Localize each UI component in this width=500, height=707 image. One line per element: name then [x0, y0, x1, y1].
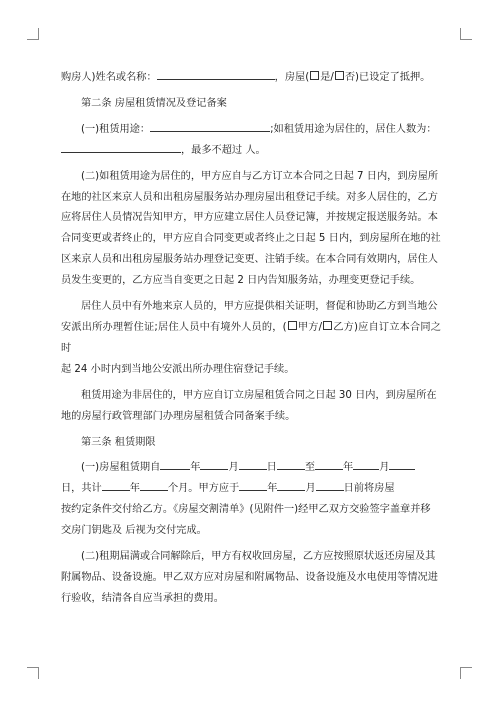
paragraph-registration-2: 在地的社区来京人员和出租房屋服务站办理房屋出租登记手续。对多人居住的，乙方	[61, 191, 438, 203]
document-body	[61, 68, 441, 610]
paragraph-registration-6: 员发生变更的，乙方应当自变更之日起 2 日内告知服务站，办理变更登记手续。	[61, 275, 421, 287]
name-blank	[157, 70, 275, 80]
blank	[140, 481, 168, 491]
paragraph-nonlocal-2: 安派出所办理暂住证;居住人员中有境外人员的，( 甲方/ 乙方)应自订立本合同之时	[61, 321, 441, 354]
occupants-blank	[61, 143, 181, 153]
paragraph-return-3: 行验收，结清各自应当承担的费用。	[61, 592, 224, 604]
paragraph-purpose-cont: ，最多不超过 人。	[61, 141, 441, 162]
article-3-title: 第三条 租赁期限	[81, 436, 156, 448]
paragraph-registration-3: 应将居住人员情况告知甲方，甲方应建立居住人员登记簿，并按规定报送服务站。本	[61, 212, 438, 224]
crop-mark-bottom-right	[460, 667, 472, 679]
checkbox-icon	[288, 321, 297, 330]
checkbox-icon	[310, 71, 319, 80]
blank	[277, 481, 305, 491]
paragraph-term-2: 日，共计 年 个月。甲方应于 年 月 日前将房屋	[61, 483, 395, 495]
paragraph-registration-5: 区来京人员和出租房屋服务站办理登记变更、注销手续。在本合同有效期内，居住人	[61, 254, 438, 266]
blank	[315, 460, 343, 470]
crop-mark-top-left	[27, 28, 39, 40]
paragraph-registration-1: (二)如租赁用途为居住的，甲方应自与乙方订立本合同之日起 7 日内，到房屋所	[81, 170, 439, 182]
crop-mark-top-right	[460, 28, 472, 40]
blank	[102, 481, 130, 491]
paragraph-term-4: 交房门钥匙及 后视为交付完成。	[61, 525, 207, 537]
purpose-blank	[150, 122, 270, 132]
blank	[200, 460, 228, 470]
crop-mark-bottom-left	[27, 667, 39, 679]
checkbox-icon	[323, 321, 332, 330]
paragraph-registration-4: 合同变更或者终止的，甲方应自合同变更或者终止之日起 5 日内，到房屋所在地的社	[61, 233, 441, 245]
blank	[277, 460, 305, 470]
blank	[239, 460, 267, 470]
blank	[316, 481, 344, 491]
article-2-title: 第二条 房屋租赁情况及登记备案	[81, 97, 227, 109]
blank	[353, 460, 379, 470]
paragraph-term-3: 按约定条件交付给乙方。《房屋交割清单》(见附件一)经甲乙双方交验签字盖章并移	[61, 504, 431, 516]
paragraph-nonresidential-1: 租赁用途为非居住的，甲方应自订立房屋租赁合同之日起 30 日内，到房屋所在	[81, 389, 437, 401]
paragraph-mortgage: 购房人)姓名或名称： ，房屋( 是/ 否)已设定了抵押。	[61, 72, 431, 83]
blank	[389, 460, 415, 470]
blank	[239, 481, 267, 491]
paragraph-return-1: (二)租期届满或合同解除后，甲方有权收回房屋，乙方应按照原状返还房屋及其	[81, 551, 436, 563]
checkbox-icon	[335, 71, 344, 80]
paragraph-return-2: 附属物品、设备设施。甲乙双方应对房屋和附属物品、设备设施及水电使用等情况进	[61, 571, 438, 583]
paragraph-purpose: (一)租赁用途： ;如租赁用途为居住的，居住人数为：	[81, 123, 437, 135]
paragraph-nonlocal-3: 起 24 小时内到当地公安派出所办理住宿登记手续。	[61, 363, 295, 375]
paragraph-nonresidential-2: 地的房屋行政管理部门办理房屋租赁合同备案手续。	[61, 410, 296, 422]
paragraph-nonlocal-1: 居住人员中有外地来京人员的，甲方应提供相关证明，督促和协助乙方到当地公	[81, 301, 438, 313]
paragraph-term-1: (一)房屋租赁期自 年 月 日 至 年 月	[61, 458, 441, 479]
blank	[160, 460, 190, 470]
